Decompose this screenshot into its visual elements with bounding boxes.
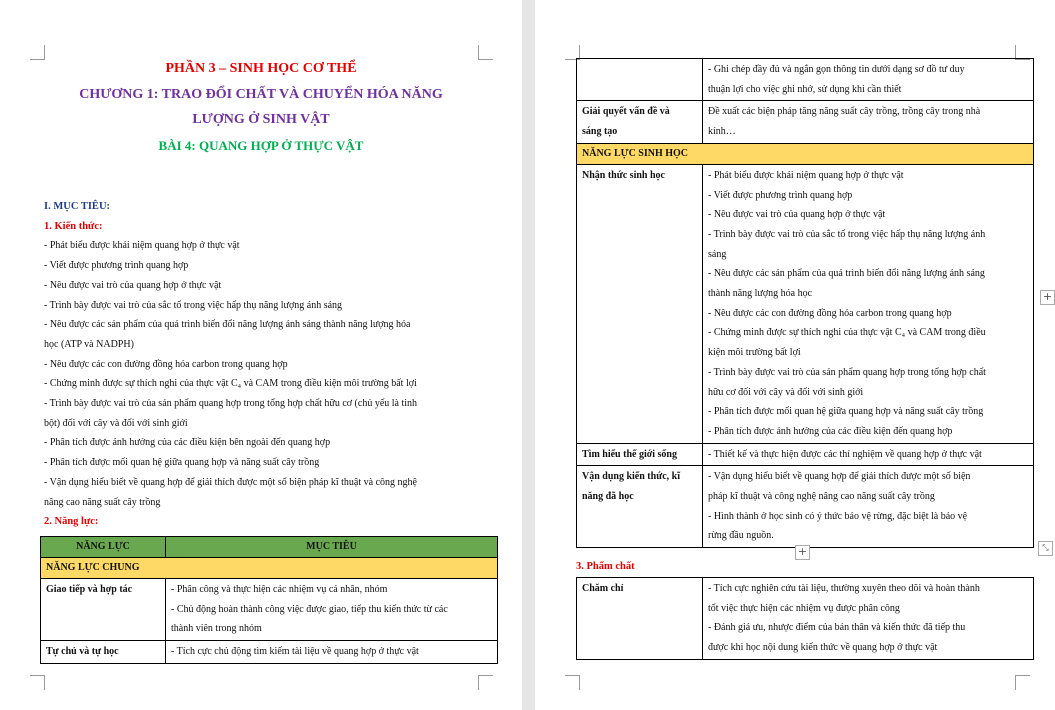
table-row xyxy=(577,164,1034,443)
crop-mark xyxy=(478,675,493,690)
name-line: sáng tạo xyxy=(582,126,618,138)
goal-line: - Phân công và thực hiện các nhiệm vụ cá nhân, nhóm xyxy=(171,584,388,595)
goal-line: - Viết được phương trình quang hợp xyxy=(708,189,853,201)
part-title: PHẦN 3 – SINH HỌC CƠ THỂ xyxy=(165,61,357,76)
name-line: Giải quyết vấn đề và xyxy=(582,106,670,118)
knowledge-line: - Vận dụng hiểu biết về quang hợp để giải thích được một số biện pháp kĩ thuật và công nghệ xyxy=(44,476,417,488)
goal-line: hữu cơ đối với cây và đối với sinh giới xyxy=(708,386,864,398)
table-row xyxy=(577,59,1034,101)
knowledge-line: học (ATP và NADPH) xyxy=(44,338,134,350)
plus-icon[interactable]: + xyxy=(795,545,810,560)
competency-name: Tự chủ và tự học xyxy=(41,641,166,664)
table-row xyxy=(577,101,1034,143)
crop-mark xyxy=(30,45,45,60)
competency-name: Nhận thức sinh học xyxy=(577,164,703,443)
knowledge-line: - Phân tích được mối quan hệ giữa quang hợp và năng suất cây trồng xyxy=(44,457,320,469)
goal-line: - Chủ động hoàn thành công việc được giao, tiếp thu kiến thức từ các xyxy=(171,603,448,615)
goal-line: - Hình thành ở học sinh có ý thức bảo vệ rừng, đặc biệt là bảo vệ xyxy=(708,510,968,522)
table-group-row xyxy=(41,558,498,579)
knowledge-heading: 1. Kiến thức: xyxy=(44,220,103,232)
page1-body xyxy=(44,197,476,532)
crop-mark xyxy=(30,675,45,690)
goal-line: pháp kĩ thuật và công nghệ nâng cao năng suất cây trồng xyxy=(708,491,935,503)
goal-line: thành viên trong nhóm xyxy=(171,623,262,635)
goal-line: - Phân tích được ảnh hưởng của các điều kiện đến quang hợp xyxy=(708,425,953,437)
table-group-row xyxy=(577,143,1034,164)
table-header-row xyxy=(41,537,498,558)
goal-line: tốt việc thực hiện các nhiệm vụ được phân công xyxy=(708,602,900,614)
table-row xyxy=(577,578,1034,660)
objectives-heading: I. MỤC TIÊU: xyxy=(44,201,111,212)
competency-name xyxy=(577,101,703,143)
goal-line: thành năng lượng hóa học xyxy=(708,288,813,300)
quality-name: Chăm chỉ xyxy=(577,578,703,660)
competency-goals xyxy=(166,641,498,664)
goal-line: - Vận dụng hiểu biết về quang hợp để giải thích được một số biện xyxy=(708,471,971,483)
knowledge-line: - Viết được phương trình quang hợp xyxy=(44,260,189,272)
resize-handle-icon[interactable]: ⤡ xyxy=(1038,541,1053,556)
goal-line: kính… xyxy=(708,126,736,138)
competency-table-continued xyxy=(576,58,1034,548)
group-label: NĂNG LỰC CHUNG xyxy=(41,558,498,579)
knowledge-line: - Phát biểu được khái niệm quang hợp ở thực vật xyxy=(44,240,240,252)
knowledge-line: nâng cao năng suất cây trồng xyxy=(44,496,161,508)
goal-line: - Tích cực nghiên cứu tài liệu, thường xuyên theo dõi và hoàn thành xyxy=(708,583,980,594)
competency-name: Tìm hiểu thế giới sống xyxy=(577,443,703,466)
goal-line: Đề xuất các biện pháp tăng năng suất cây trồng, trồng cây trong nhà xyxy=(708,106,981,118)
knowledge-line: - Phân tích được ảnh hưởng của các điều kiện bên ngoài đến quang hợp xyxy=(44,437,331,449)
quality-heading: 3. Phẩm chất xyxy=(576,561,635,572)
column-header: MỤC TIÊU xyxy=(166,537,498,558)
goal-line: - Ghi chép đầy đủ và ngắn gọn thông tin dưới dạng sơ đồ tư duy xyxy=(708,64,965,75)
competency-goals xyxy=(703,101,1034,143)
goal-line: - Trình bày được vai trò của sản phẩm quang hợp trong tổng hợp chất xyxy=(708,366,986,378)
goal-line: - Phát biểu được khái niệm quang hợp ở thực vật xyxy=(708,169,904,181)
knowledge-line: - Nêu được các con đường đồng hóa carbon trong quang hợp xyxy=(44,358,288,370)
goal-line: được khi học nội dung kiến thức về quang hợp ở thực vật xyxy=(708,642,938,654)
goal-line: thuận lợi cho việc ghi nhớ, sử dụng khi cần thiết xyxy=(708,83,902,95)
knowledge-line: - Trình bày được vai trò của sản phẩm quang hợp trong tổng hợp chất hữu cơ (chủ yếu là tinh xyxy=(44,398,418,410)
table-row xyxy=(577,466,1034,548)
knowledge-line: - Nêu được vai trò của quang hợp ở thực vật xyxy=(44,279,222,291)
chapter-title-line1: CHƯƠNG 1: TRAO ĐỔI CHẤT VÀ CHUYỂN HÓA NĂNG xyxy=(79,87,443,102)
name-line: năng đã học xyxy=(582,491,634,503)
table-row xyxy=(41,579,498,641)
table-row xyxy=(41,641,498,664)
competency-name: Giao tiếp và hợp tác xyxy=(41,579,166,641)
page-gap xyxy=(522,0,535,710)
competency-heading: 2. Năng lực: xyxy=(44,516,99,528)
empty-cell xyxy=(577,59,703,101)
goal-line: - Đánh giá ưu, nhược điểm của bản thân và kiến thức đã tiếp thu xyxy=(708,622,966,634)
competency-goals xyxy=(703,164,1034,443)
knowledge-line: - Chứng minh được sự thích nghi của thực vật C₄ và CAM trong điều kiện môi trường bất lợi xyxy=(44,378,417,390)
goal-line: rừng đầu nguồn. xyxy=(708,530,774,542)
quality-goals xyxy=(703,578,1034,660)
knowledge-line: - Trình bày được vai trò của sắc tố trong việc hấp thụ năng lượng ánh sáng xyxy=(44,299,343,311)
competency-goals xyxy=(703,443,1034,466)
document-page-2 xyxy=(535,0,1055,710)
competency-goals xyxy=(166,579,498,641)
competency-goals xyxy=(703,466,1034,548)
crop-mark xyxy=(1015,675,1030,690)
goal-line: - Phân tích được mối quan hệ giữa quang hợp và năng suất cây trồng xyxy=(708,406,984,418)
knowledge-line: - Nêu được các sản phẩm của quá trình biến đổi năng lượng ánh sáng thành năng lượng hóa xyxy=(44,319,411,331)
goal-line: - Nêu được vai trò của quang hợp ở thực vật xyxy=(708,209,886,221)
plus-icon[interactable]: + xyxy=(1040,290,1055,305)
goal-line: - Chứng minh được sự thích nghi của thực vật C₄ và CAM trong điều xyxy=(708,327,986,339)
name-line: Vận dụng kiến thức, kĩ xyxy=(582,471,680,483)
lesson-title: BÀI 4: QUANG HỢP Ở THỰC VẬT xyxy=(158,138,364,153)
competency-name xyxy=(577,466,703,548)
column-header: NĂNG LỰC xyxy=(41,537,166,558)
goal-line: - Thiết kế và thực hiện được các thí nghiệm về quang hợp ở thực vật xyxy=(708,448,982,460)
group-label: NĂNG LỰC SINH HỌC xyxy=(577,143,1034,164)
document-page-1 xyxy=(0,0,522,710)
table-row xyxy=(577,443,1034,466)
chapter-title-line2: LƯỢNG Ở SINH VẬT xyxy=(192,112,330,127)
goal-line: kiện môi trường bất lợi xyxy=(708,347,801,359)
goal-line: sáng xyxy=(708,248,727,260)
goal-line: - Trình bày được vai trò của sắc tố trong việc hấp thụ năng lượng ánh xyxy=(708,228,986,240)
knowledge-line: bột) đối với cây và đối với sinh giới xyxy=(44,417,188,429)
goal-line: - Nêu được các sản phẩm của quá trình biến đổi năng lượng ánh sáng xyxy=(708,268,985,280)
competency-goals xyxy=(703,59,1034,101)
crop-mark xyxy=(565,675,580,690)
goal-line: - Nêu được các con đường đồng hóa carbon trong quang hợp xyxy=(708,307,952,319)
crop-mark xyxy=(478,45,493,60)
competency-table xyxy=(40,536,498,664)
goal-line: - Tích cực chủ động tìm kiếm tài liệu về quang hợp ở thực vật xyxy=(171,646,419,658)
quality-table xyxy=(576,577,1034,660)
